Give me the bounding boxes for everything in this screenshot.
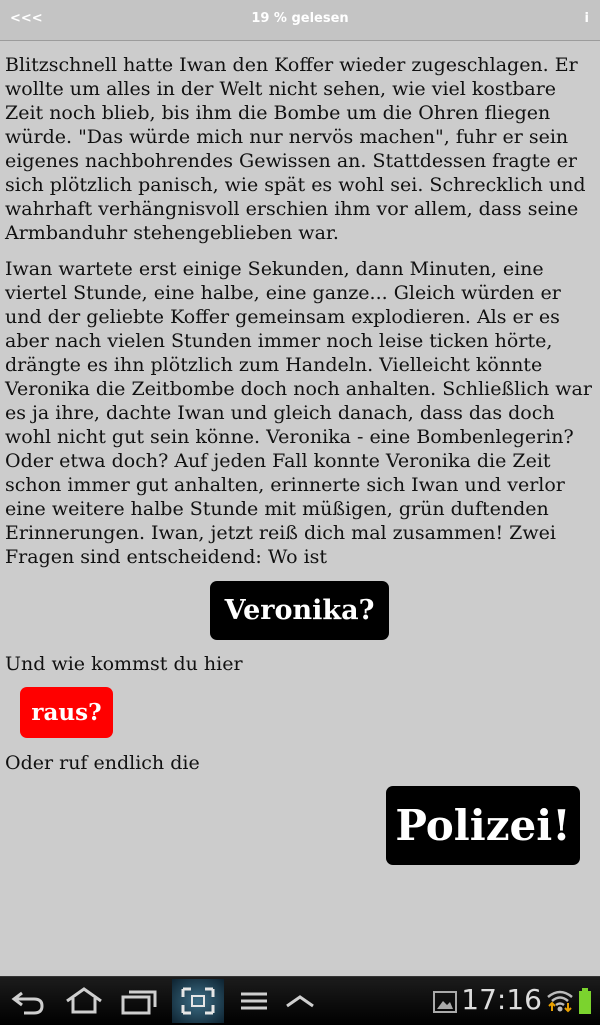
clock: 17:16 xyxy=(461,983,542,1016)
polizei-choice-button[interactable]: Polizei! xyxy=(386,786,580,865)
raus-choice-button[interactable]: raus? xyxy=(20,687,113,738)
recent-apps-icon[interactable] xyxy=(120,985,158,1017)
back-button[interactable]: <<< xyxy=(10,11,43,26)
veronika-choice-button[interactable]: Veronika? xyxy=(210,581,389,640)
choice-text-line: Oder ruf endlich die xyxy=(5,752,200,774)
home-icon[interactable] xyxy=(64,985,104,1017)
reading-progress: 19 % gelesen xyxy=(251,11,349,26)
top-bar xyxy=(0,0,600,41)
screenshot-icon[interactable] xyxy=(172,979,224,1023)
up-chevron-icon[interactable] xyxy=(284,985,316,1017)
system-navigation-bar xyxy=(0,976,600,1025)
choice-text-line: Und wie kommst du hier xyxy=(5,653,243,675)
battery-icon xyxy=(578,987,592,1019)
info-button[interactable]: i xyxy=(584,11,589,26)
back-icon[interactable] xyxy=(10,985,46,1017)
story-paragraph: Blitzschnell hatte Iwan den Koffer wieder zugeschlagen. Er wollte um alles in der Welt nicht sehen, wie viel kostbare Zeit noch blieb, bis ihm die Bombe um die Ohren fliegen würde. "Das würde mich nur nervös machen", fuhr er sein eigenes nachbohrendes Gewissen an. Stattdessen fragte er sich plötzlich panisch, wie spät es wohl sei. Schrecklich und wahrhaft verhängnisvoll erschien ihm vor allem, dass seine Armbanduhr stehengeblieben war. xyxy=(5,54,586,244)
story-text xyxy=(5,53,595,581)
menu-icon[interactable] xyxy=(238,985,270,1017)
gallery-icon xyxy=(433,991,457,1023)
wifi-icon xyxy=(546,987,574,1019)
story-paragraph: Iwan wartete erst einige Sekunden, dann Minuten, eine viertel Stunde, eine halbe, eine ganze... Gleich würden er und der geliebte Koffer gemeinsam explodieren. Als er es aber nach vielen Stunden immer noch leise ticken hörte, drängte es ihn plötzlich zum Handeln. Vielleicht könnte Veronika die Zeitbombe doch noch anhalten. Schließlich war es ja ihre, dachte Iwan und gleich danach, dass das doch wohl nicht gut sein könne. Veronika - eine Bombenlegerin? Oder etwa doch? Auf jeden Fall konnte Veronika die Zeit schon immer gut anhalten, erinnerte sich Iwan und verlor eine weitere halbe Stunde mit müßigen, grün duftenden Erinnerungen. Iwan, jetzt reiß dich mal zusammen! Zwei Fragen sind entscheidend: Wo ist xyxy=(5,258,592,568)
